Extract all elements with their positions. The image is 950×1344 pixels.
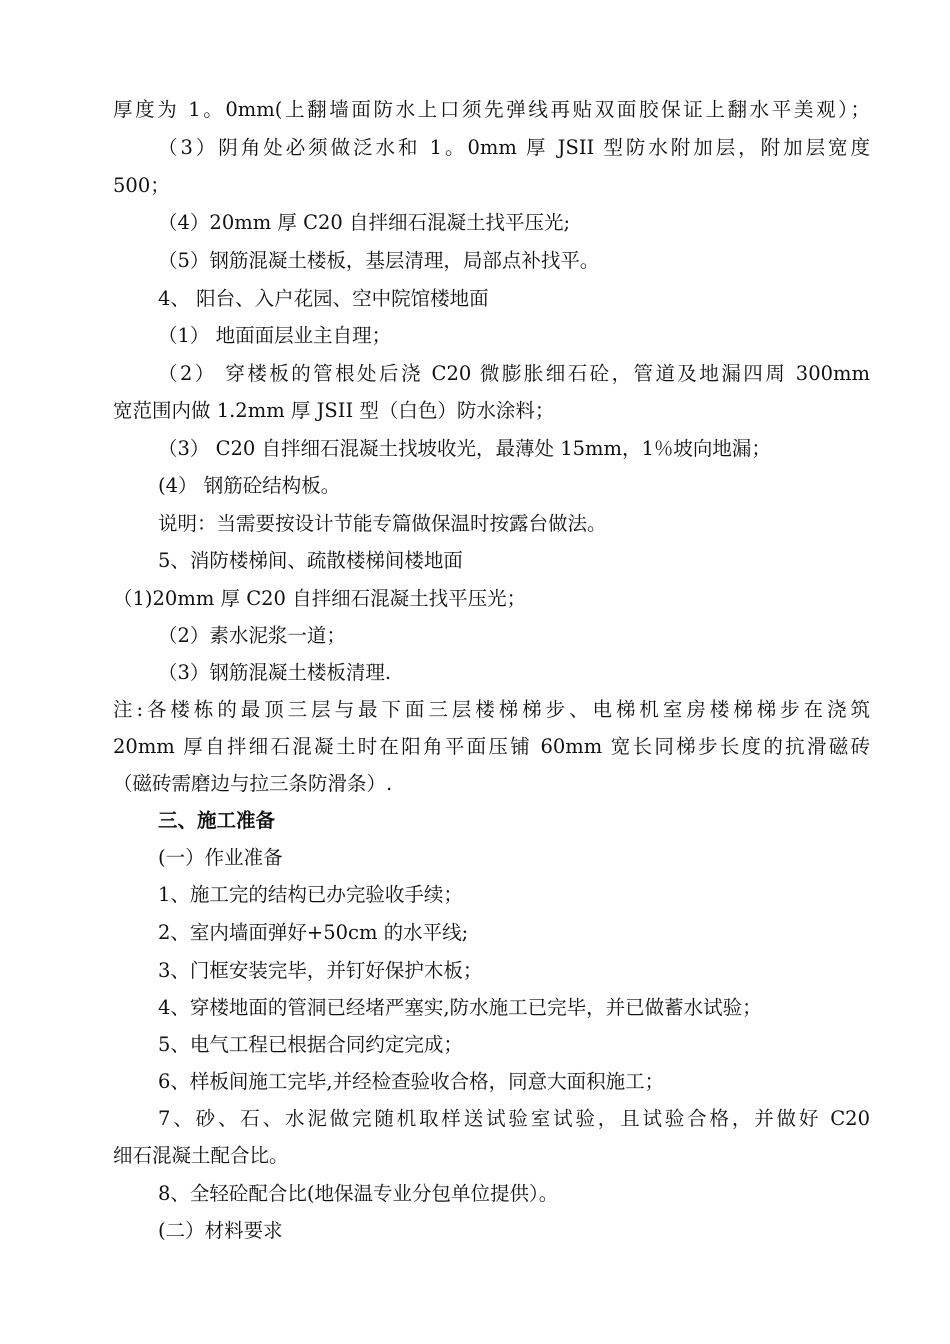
note-line: 注:各楼栋的最顶三层与最下面三层楼梯梯步、电梯机室房楼梯梯步在浇筑 bbox=[113, 698, 870, 721]
list-item: 8、全轻砼配合比(地保温专业分包单位提供）。 bbox=[158, 1182, 559, 1205]
text-line: （3）阴角处必须做泛水和 1。0mm 厚 JSII 型防水附加层，附加层宽度 bbox=[158, 136, 870, 159]
text-line: （3） C20 自拌细石混凝土找坡收光，最薄处 15mm，1％坡向地漏； bbox=[158, 437, 771, 460]
text-line: （1） 地面面层业主自理； bbox=[158, 324, 392, 347]
list-item: 6、样板间施工完毕,并经检查验收合格，同意大面积施工； bbox=[158, 1070, 665, 1093]
note-line: 说明：当需要按设计节能专篇做保温时按露台做法。 bbox=[158, 512, 607, 535]
section-heading: 5、消防楼梯间、疏散楼梯间楼地面 bbox=[158, 549, 463, 572]
list-item: 1、施工完的结构已办完验收手续； bbox=[158, 883, 463, 906]
subsection-heading: (一）作业准备 bbox=[158, 846, 283, 869]
text-line: （3）钢筋混凝土楼板清理. bbox=[158, 661, 392, 684]
text-line: （1)20mm 厚 C20 自拌细石混凝土找平压光； bbox=[113, 587, 527, 610]
text-line: 厚度为 1。0mm(上翻墙面防水上口须先弹线再贴双面胶保证上翻水平美观）； bbox=[113, 98, 870, 121]
list-item: 细石混凝土配合比。 bbox=[113, 1144, 289, 1167]
list-item: 4、穿楼地面的管洞已经堵严塞实,防水施工已完毕，并已做蓄水试验； bbox=[158, 996, 762, 1019]
text-line: （2）素水泥浆一道； bbox=[158, 624, 346, 647]
text-line: （2） 穿楼板的管根处后浇 C20 微膨胀细石砼，管道及地漏四周 300mm bbox=[158, 362, 870, 385]
list-item: 3、门框安装完毕，并钉好保护木板； bbox=[158, 959, 483, 982]
text-line: (4） 钢筋砼结构板。 bbox=[158, 474, 341, 497]
text-line: （4）20mm 厚 C20 自拌细石混凝土找平压光; bbox=[158, 211, 571, 234]
text-line: （5）钢筋混凝土楼板，基层清理，局部点补找平。 bbox=[158, 249, 600, 272]
subsection-heading: (二）材料要求 bbox=[158, 1219, 283, 1242]
list-item: 2、室内墙面弹好+50cm 的水平线; bbox=[158, 921, 469, 944]
list-item: 7、砂、石、水泥做完随机取样送试验室试验，且试验合格，并做好 C20 bbox=[158, 1107, 870, 1130]
text-line: 500； bbox=[113, 174, 170, 197]
section-heading: 4、 阳台、入户花园、空中院馆楼地面 bbox=[158, 287, 489, 310]
note-line: 20mm 厚自拌细石混凝土时在阳角平面压铺 60mm 宽长同梯步长度的抗滑磁砖 bbox=[113, 735, 870, 758]
text-line: 宽范围内做 1.2mm 厚 JSII 型（白色）防水涂料； bbox=[113, 399, 555, 422]
list-item: 5、电气工程已根据合同约定完成； bbox=[158, 1033, 463, 1056]
chapter-heading: 三、施工准备 bbox=[158, 809, 276, 832]
note-line: （磁砖需磨边与拉三条防滑条）. bbox=[113, 772, 393, 795]
